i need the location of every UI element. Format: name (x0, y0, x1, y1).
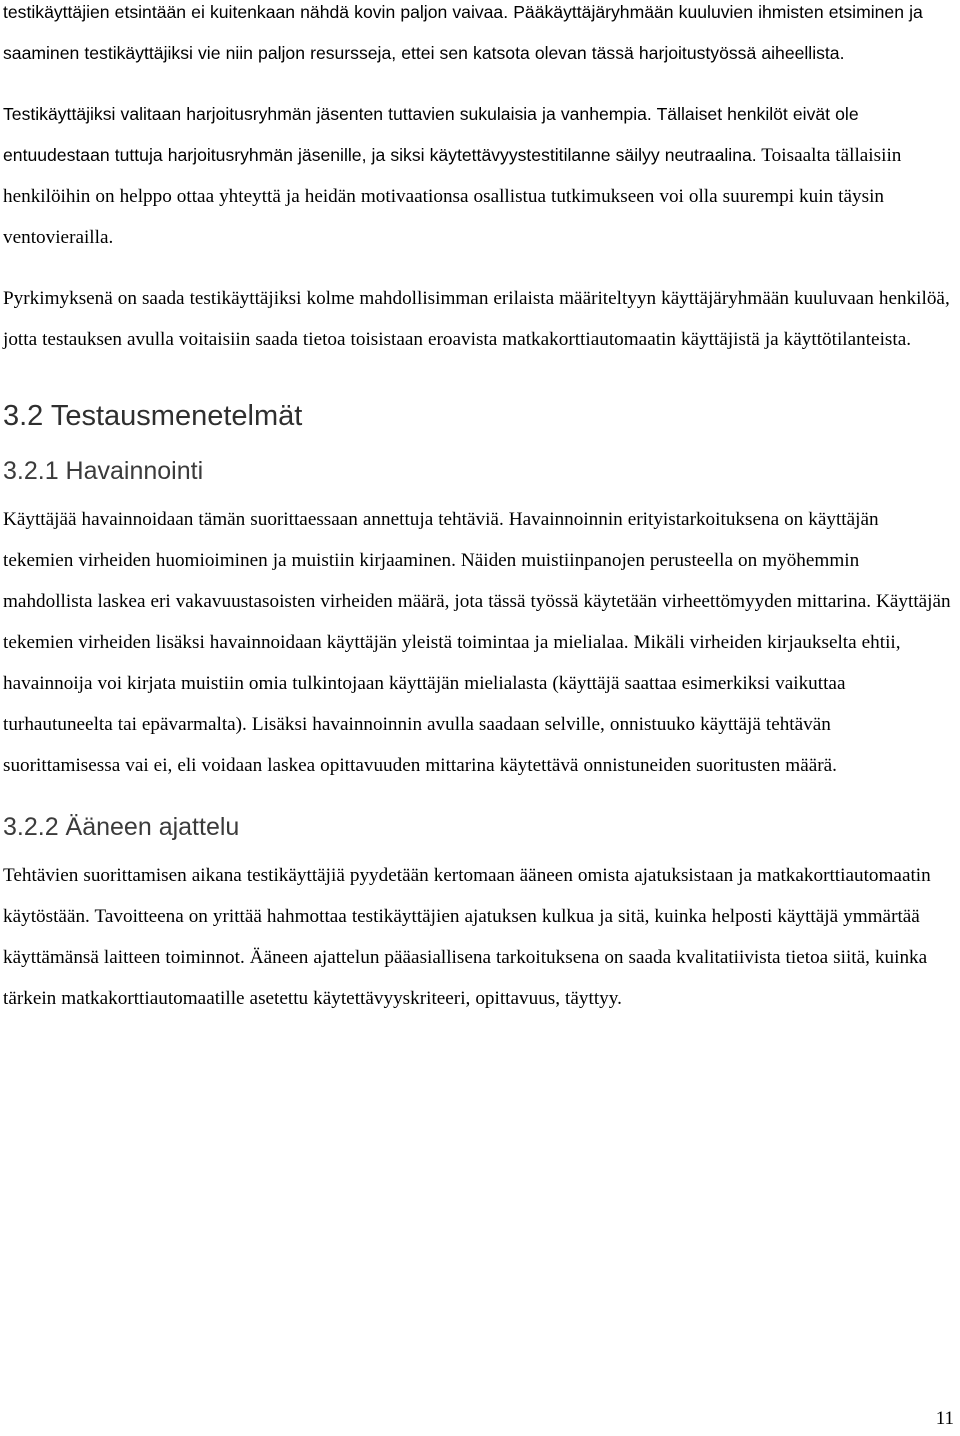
paragraph-test-users (3, 94, 953, 258)
paragraph-think-aloud: Tehtävien suorittamisen aikana testikäyttäjiä pyydetään kertomaan ääneen omista ajatuksistaan ja matkakorttiautomaatin käytöstään. Tavoitteena on yrittää hahmottaa testikäyttäjien ajatuksen kulkua ja sitä, kuinka helposti käyttäjä ymmärtää käyttämänsä laitteen toiminnot. Ääneen ajattelun pääasiallisena tarkoituksena on saada kvalitatiivista tietoa siitä, kuinka tärkein matkakorttiautomaatille asetettu käytettävyyskriteeri, opittavuus, täyttyy. (3, 865, 931, 1009)
subsection-heading-3-2-2: 3.2.2 Ääneen ajattelu (3, 813, 240, 841)
spacer (3, 258, 953, 278)
paragraph-goal: Pyrkimyksenä on saada testikäyttäjiksi kolme mahdollisimman erilaista määriteltyyn käyttäjäryhmään kuuluvaan henkilöä, jotta testauksen avulla voitaisiin saada tietoa toisistaan eroavista matkakorttiautomaatin käyttäjistä ja käyttötilanteista. (3, 288, 950, 350)
subsection-heading-3-2-1: 3.2.1 Havainnointi (3, 457, 204, 485)
paragraph-intro: testikäyttäjien etsintään ei kuitenkaan nähdä kovin paljon vaivaa. Pääkäyttäjäryhmään kuuluvien ihmisten etsiminen ja saaminen testikäyttäjiksi vie niin paljon resursseja, ettei sen katsota olevan tässä harjoitustyössä aiheellista. (3, 2, 923, 63)
section-heading-3-2: 3.2 Testausmenetelmät (3, 400, 303, 432)
paragraph-observation: Käyttäjää havainnoidaan tämän suorittaessaan annettuja tehtäviä. Havainnoinnin erityistarkoituksena on käyttäjän tekemien virheiden huomioiminen ja muistiin kirjaaminen. Näiden muistiinpanojen perusteella on myöhemmin mahdollista laskea eri vakavuustasoisten virheiden määrä, jota tässä työssä käytetään virheettömyyden mittarina. Käyttäjän tekemien virheiden lisäksi havainnoidaan käyttäjän yleistä toimintaa ja mielialaa. Mikäli virheiden kirjaukselta ehtii, havainnoija voi kirjata muistiin omia tulkintojaan käyttäjän mielialasta (käyttäjä saattaa esimerkiksi vaikuttaa turhautuneelta tai epävarmalta). Lisäksi havainnoinnin avulla saadaan selville, onnistuuko käyttäjä tehtävän suorittamisessa vai ei, eli voidaan laskea opittavuuden mittarina käytettävä onnistuneiden suoritusten määrä. (3, 509, 951, 776)
paragraph-test-users-part2: Toisaalta tällaisiin henkilöihin on helppo ottaa yhteyttä ja heidän motivaationsa osallistua tutkimukseen voi olla suurempi kuin täysin ventovierailla. (3, 145, 902, 248)
page-content (3, 0, 953, 1019)
page-number: 11 (935, 1408, 954, 1429)
spacer (3, 74, 953, 94)
paragraph-test-users-part1: Testikäyttäjiksi valitaan harjoitusryhmän jäsenten tuttavien sukulaisia ja vanhempia. Tällaiset henkilöt eivät ole entuudestaan tuttuja harjoitusryhmän jäsenille, ja siksi käytettävyystestitilanne säilyy neutraalina. (3, 104, 859, 165)
